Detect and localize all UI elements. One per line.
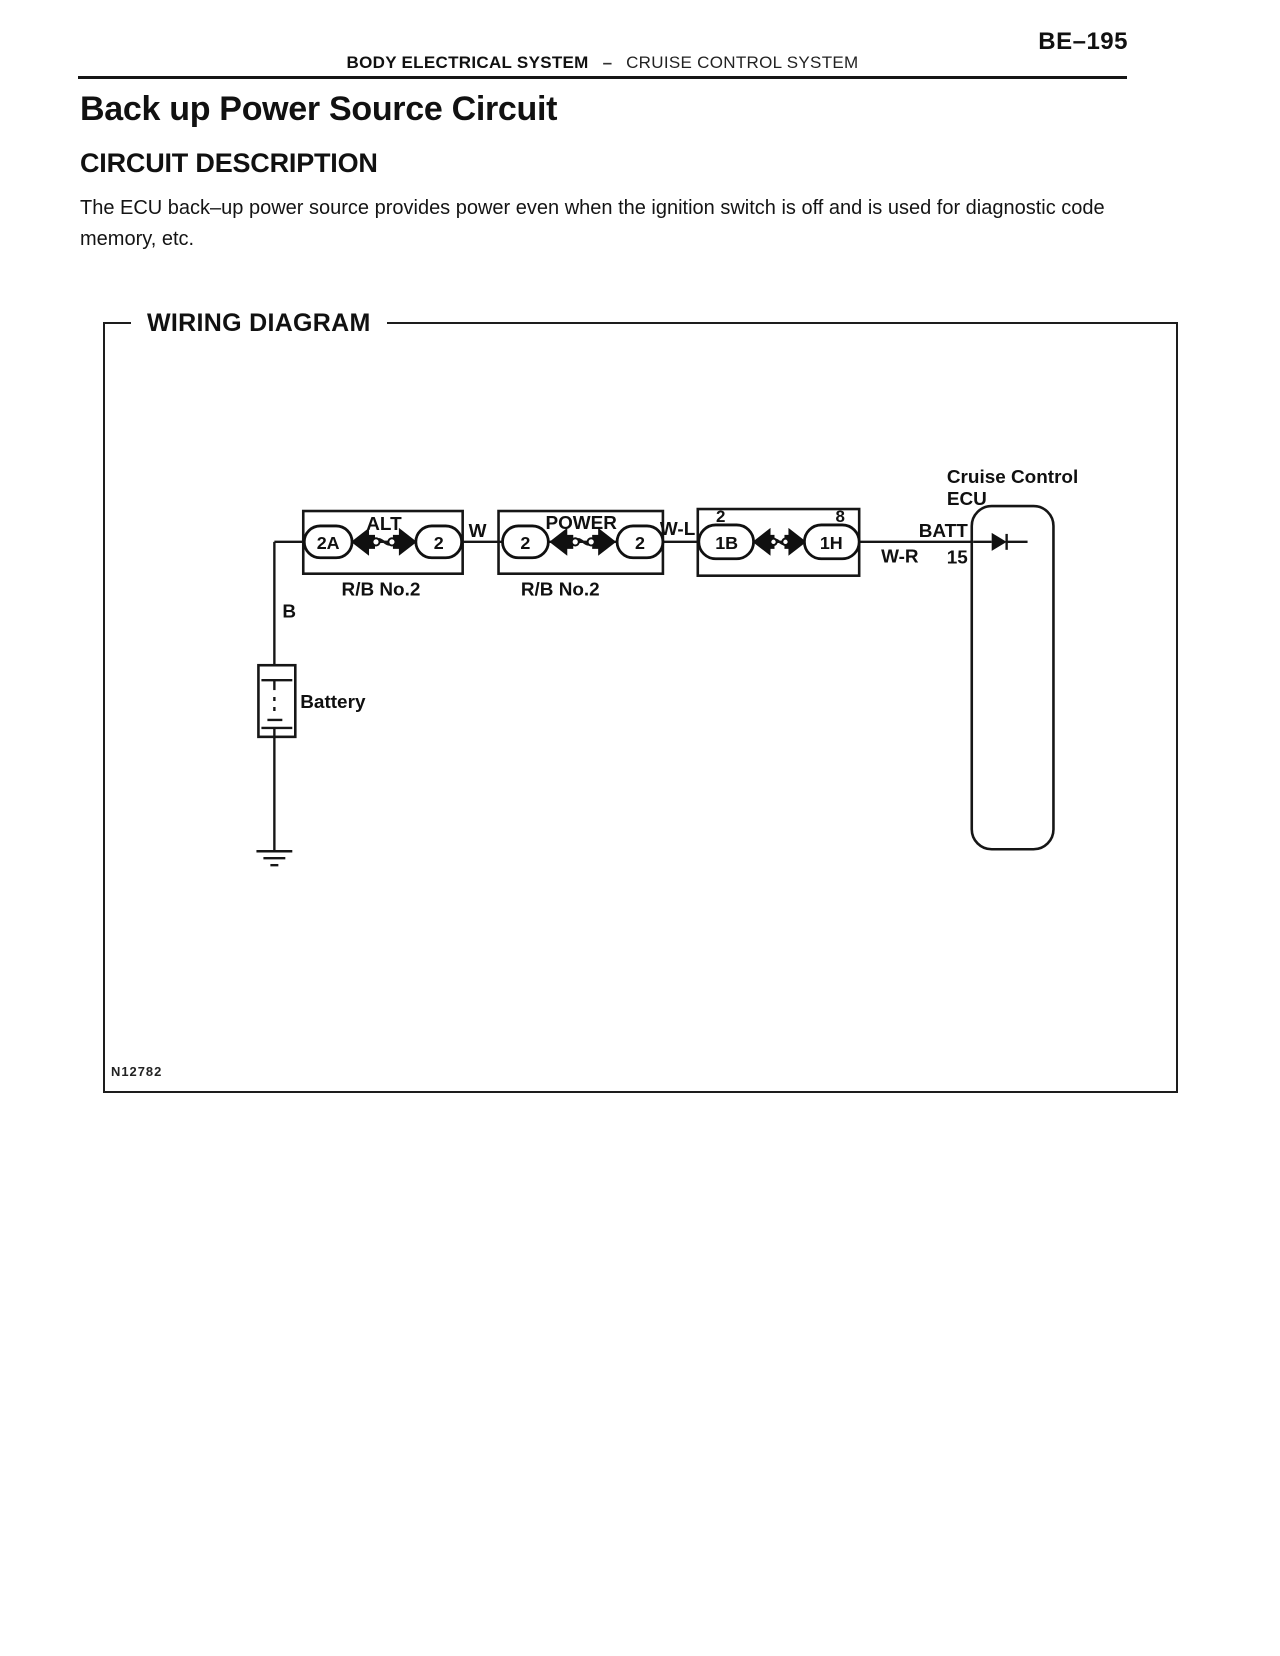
power-rb-sublabel: R/B No.2 xyxy=(520,579,600,601)
connector-power-left-label: 2 xyxy=(520,532,531,553)
circuit-description-text: The ECU back–up power source provides power even when the ignition switch is off and is used for diagnostic code memory, etc. xyxy=(80,197,1105,250)
header-subsystem-name: CRUISE CONTROL SYSTEM xyxy=(626,53,859,72)
wiring-diagram-frame xyxy=(103,309,1178,1093)
battery-label: Battery xyxy=(300,692,366,713)
junction3-left-pin: 2 xyxy=(715,506,726,526)
ecu-name-line1: Cruise Control xyxy=(946,467,1079,489)
section-heading: CIRCUIT DESCRIPTION xyxy=(80,148,378,178)
page-title: Back up Power Source Circuit xyxy=(80,90,558,128)
junction3-fuse-symbol xyxy=(753,528,807,556)
battery-symbol xyxy=(258,665,295,737)
connector-power-right-label: 2 xyxy=(635,532,645,553)
header-rule xyxy=(78,76,1127,79)
alt-fuse-name: ALT xyxy=(366,513,402,535)
ecu-terminal-label: BATT xyxy=(918,520,968,542)
wire-wl-label: W-L xyxy=(659,518,696,540)
power-fuse-name: POWER xyxy=(545,512,617,534)
ecu-name-line2: ECU xyxy=(946,489,987,511)
wiring-diagram-title: WIRING DIAGRAM xyxy=(131,306,387,340)
header-system-name: BODY ELECTRICAL SYSTEM xyxy=(346,53,589,72)
diode-symbol xyxy=(974,533,1028,551)
figure-number: N12782 xyxy=(110,1064,163,1080)
connector-1b-label: 1B xyxy=(715,532,739,553)
wire-w-label: W xyxy=(468,520,487,542)
ground-icon xyxy=(256,851,292,865)
wire-b-label: B xyxy=(282,601,297,623)
cruise-control-ecu-box xyxy=(972,506,1054,849)
header-separator: – xyxy=(602,53,613,72)
junction3-right-pin: 8 xyxy=(835,506,845,526)
alt-rb-sublabel: R/B No.2 xyxy=(341,579,421,601)
wire-wr-label: W-R xyxy=(881,546,919,568)
connector-2a-label: 2A xyxy=(316,532,340,553)
ecu-pin-label: 15 xyxy=(946,547,968,569)
running-header xyxy=(78,53,1127,73)
wiring-diagram xyxy=(105,324,1176,1091)
connector-alt-right-label: 2 xyxy=(433,532,444,553)
connector-1h-label: 1H xyxy=(819,532,843,553)
page-number: BE–195 xyxy=(1038,28,1128,55)
